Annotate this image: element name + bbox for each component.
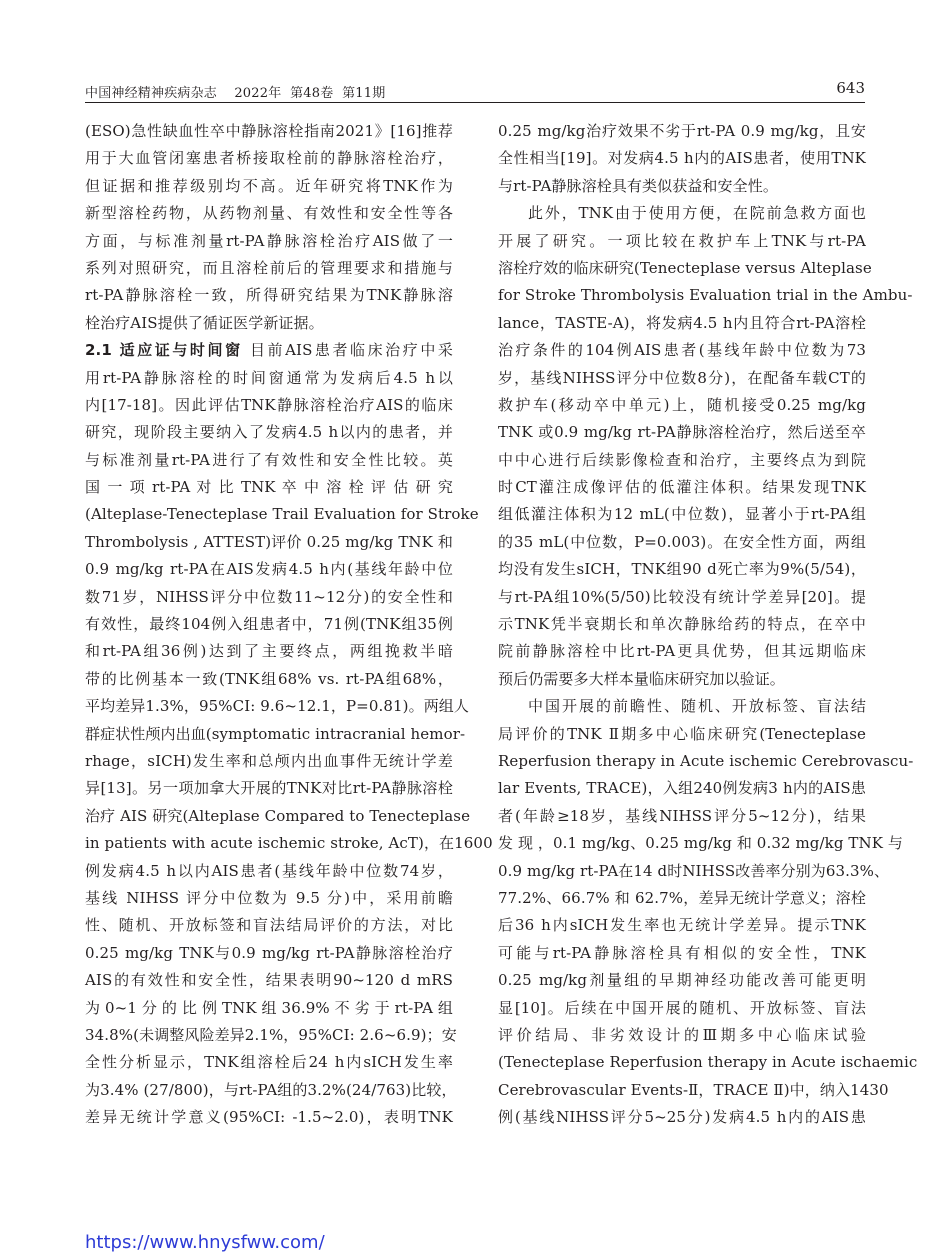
line-text: 0.9 mg/kg rt-PA在14 d时NIHSS改善率分别为63.3%、	[498, 861, 890, 880]
text-line	[85, 145, 453, 172]
line-text: 77.2%、66.7% 和 62.7%，差异无统计学意义；溶栓	[498, 888, 866, 907]
text-line	[498, 693, 866, 720]
text-line	[498, 748, 914, 775]
line-text: 时CT灌注成像评估的低灌注体积。结果发现TNK	[498, 478, 866, 497]
text-line	[85, 118, 453, 145]
text-line	[85, 584, 453, 611]
left-column	[85, 118, 493, 1131]
line-text: 但证据和推荐级别均不高。近年研究将TNK作为	[85, 176, 453, 195]
text-line	[85, 337, 453, 364]
text-line	[498, 611, 866, 638]
line-text: lar Events, TRACE)，入组240例发病3 h内的AIS患	[498, 779, 866, 798]
line-text: 救护车(移动卒中单元)上，随机接受0.25 mg/kg	[498, 395, 866, 414]
line-text: 可能与rt-PA静脉溶栓具有相似的安全性，TNK	[498, 943, 866, 962]
text-line	[498, 885, 866, 912]
line-text: 0.25 mg/kg剂量组的早期神经功能改善可能更明	[498, 971, 866, 990]
text-line	[498, 721, 866, 748]
text-line	[85, 748, 453, 775]
text-line	[85, 310, 453, 337]
text-line	[498, 255, 872, 282]
line-text: 与标准剂量rt-PA进行了有效性和安全性比较。英	[85, 450, 453, 469]
line-text: Thrombolysis , ATTEST)评价 0.25 mg/kg TNK 和	[85, 532, 453, 551]
text-line	[498, 474, 866, 501]
text-line	[498, 392, 866, 419]
line-text: 中中心进行后续影像检查和治疗，主要终点为到院	[498, 450, 866, 469]
line-text: 和rt-PA组36例)达到了主要终点，两组挽救半暗	[85, 642, 453, 661]
line-text: 全性分析显示，TNK组溶栓后24 h内sICH发生率	[85, 1053, 453, 1072]
source-url-link[interactable]: https://www.hnysfww.com/	[85, 1232, 325, 1253]
line-text: 者(年龄≥18岁，基线NIHSS评分5~12分)，结果	[498, 806, 866, 825]
text-line	[498, 967, 866, 994]
journal-info: 中国神经精神疾病杂志 2022年 第48卷 第11期	[85, 86, 386, 101]
text-line	[498, 228, 866, 255]
line-text: (Tenecteplase Reperfusion therapy in Acute ischaemic	[498, 1053, 918, 1072]
line-text: 治疗条件的104例AIS患者(基线年龄中位数为73	[498, 341, 866, 360]
text-line	[498, 638, 866, 665]
line-text: 开展了研究。一项比较在救护车上TNK与rt-PA	[498, 231, 866, 250]
line-text: 显[10]。后续在中国开展的随机、开放标签、盲法	[498, 998, 866, 1017]
text-line	[85, 912, 453, 939]
line-text: 例(基线NIHSS评分5~25分)发病4.5 h内的AIS患	[498, 1108, 866, 1127]
text-line	[498, 501, 866, 528]
text-line	[85, 1022, 457, 1049]
line-text: Cerebrovascular Events-Ⅱ，TRACE Ⅱ)中，纳入1430	[498, 1080, 889, 1099]
text-line	[85, 721, 466, 748]
line-text: lance，TASTE-A)，将发病4.5 h内且符合rt-PA溶栓	[498, 313, 866, 332]
text-line	[498, 118, 866, 145]
line-text: 用于大血管闭塞患者桥接取栓前的静脉溶栓治疗，	[85, 149, 453, 168]
text-line	[498, 419, 866, 446]
text-line	[85, 830, 493, 857]
line-text: 0.9 mg/kg rt-PA在AIS发病4.5 h内(基线年龄中位	[85, 560, 453, 579]
text-line	[85, 447, 453, 474]
text-line	[85, 255, 453, 282]
text-line	[85, 967, 453, 994]
text-line	[85, 885, 453, 912]
text-line	[85, 693, 470, 720]
line-text: 基线 NIHSS 评分中位数为 9.5 分)中，采用前瞻	[85, 888, 453, 907]
line-text: 与rt-PA静脉溶栓具有类似获益和安全性。	[498, 176, 778, 195]
line-text: 的35 mL(中位数，P=0.003)。在安全性方面，两组	[498, 532, 866, 551]
line-text: 均没有发生sICH，TNK组90 d死亡率为9%(5/54)，	[498, 560, 866, 579]
text-line	[498, 365, 866, 392]
line-text: 有效性，最终104例入组患者中，71例(TNK组35例	[85, 615, 453, 634]
text-line	[85, 666, 453, 693]
line-text: (Alteplase-Tenecteplase Trail Evaluation for Stroke	[85, 505, 479, 524]
line-text: 用rt-PA静脉溶栓的时间窗通常为发病后4.5 h以	[85, 368, 453, 387]
text-line	[85, 995, 453, 1022]
line-text: 全性相当[19]。对发病4.5 h内的AIS患者，使用TNK	[498, 149, 866, 168]
line-text: 岁，基线NIHSS评分中位数8分)，在配备车载CT的	[498, 368, 866, 387]
line-text: 局评价的TNK Ⅱ期多中心临床研究(Tenecteplase	[498, 724, 866, 743]
line-text: 0.25 mg/kg治疗效果不劣于rt-PA 0.9 mg/kg，且安	[498, 122, 866, 140]
line-text: rt-PA静脉溶栓一致，所得研究结果为TNK静脉溶	[85, 286, 453, 305]
text-line	[85, 803, 471, 830]
text-line	[85, 474, 453, 501]
line-text: 研究，现阶段主要纳入了发病4.5 h以内的患者，并	[85, 423, 453, 442]
text-line	[498, 200, 866, 227]
line-text: Reperfusion therapy in Acute ischemic Cerebrovascu-	[498, 751, 914, 770]
text-line	[85, 392, 453, 419]
line-text: 性、随机、开放标签和盲法结局评价的方法，对比	[85, 916, 453, 935]
line-text: 新型溶栓药物，从药物剂量、有效性和安全性等各	[85, 204, 453, 223]
line-text: 0.25 mg/kg TNK与0.9 mg/kg rt-PA静脉溶栓治疗	[85, 943, 453, 962]
line-text: 评价结局、非劣效设计的Ⅲ期多中心临床试验	[498, 1025, 866, 1044]
text-line	[85, 611, 453, 638]
text-line	[498, 666, 866, 693]
text-line	[498, 803, 866, 830]
line-text: 例发病4.5 h以内AIS患者(基线年龄中位数74岁，	[85, 861, 453, 880]
line-text: 差异无统计学意义(95%CI: -1.5~2.0)，表明TNK	[85, 1108, 453, 1127]
line-text: 方面，与标准剂量rt-PA静脉溶栓治疗AIS做了一	[85, 231, 453, 250]
line-text: (ESO)急性缺血性卒中静脉溶栓指南2021》[16]推荐	[85, 122, 453, 140]
text-line	[498, 556, 866, 583]
line-text: 组低灌注体积为12 mL(中位数)，显著小于rt-PA组	[498, 505, 866, 524]
line-text: 栓治疗AIS提供了循证医学新证据。	[85, 313, 324, 332]
page-number: 643	[836, 79, 865, 97]
text-line	[498, 447, 866, 474]
text-line	[85, 228, 453, 255]
text-line	[498, 858, 890, 885]
text-line	[498, 912, 866, 939]
line-text: 与rt-PA组10%(5/50)比较没有统计学差异[20]。提	[498, 587, 866, 606]
line-text: 内[17-18]。因此评估TNK静脉溶栓治疗AIS的临床	[85, 395, 453, 414]
text-line	[498, 584, 866, 611]
text-line	[85, 365, 453, 392]
line-text: 34.8%(未调整风险差异2.1%，95%CI: 2.6~6.9)；安	[85, 1025, 457, 1044]
text-line	[85, 501, 479, 528]
text-line	[85, 858, 453, 885]
text-line	[85, 638, 453, 665]
text-line	[498, 529, 866, 556]
line-text: 数71岁，NIHSS评分中位数11~12分)的安全性和	[85, 587, 453, 606]
line-text: 示TNK凭半衰期长和单次静脉给药的特点，在卒中	[498, 615, 866, 634]
line-text: TNK 或0.9 mg/kg rt-PA静脉溶栓治疗，然后送至卒	[498, 423, 866, 442]
line-text: 平均差异1.3%，95%CI: 9.6~12.1，P=0.81)。两组人	[85, 697, 470, 716]
text-line	[85, 200, 453, 227]
text-line	[85, 940, 453, 967]
line-text: 为 0~1 分 的 比 例 TNK 组 36.9% 不 劣 于 rt-PA 组	[85, 998, 453, 1017]
running-header	[85, 80, 865, 103]
text-line	[498, 940, 866, 967]
text-line	[85, 1049, 453, 1076]
line-text: 预后仍需要多大样本量临床研究加以验证。	[498, 669, 785, 688]
line-text: in patients with acute ischemic stroke, AcT)，在1600	[85, 834, 493, 853]
text-line	[498, 775, 866, 802]
text-line	[85, 173, 453, 200]
line-text: 发 现 ，0.1 mg/kg、0.25 mg/kg 和 0.32 mg/kg TNK 与	[498, 834, 904, 853]
text-line	[498, 282, 913, 309]
line-text: rhage，sICH)发生率和总颅内出血事件无统计学差	[85, 751, 453, 770]
line-text: 群症状性颅内出血(symptomatic intracranial hemor-	[85, 724, 466, 743]
line-text: 此外，TNK由于使用方便，在院前急救方面也	[528, 204, 866, 223]
text-line	[85, 282, 453, 309]
line-text: 带的比例基本一致(TNK组68% vs. rt-PA组68%，	[85, 669, 453, 688]
line-text: 溶栓疗效的临床研究(Tenecteplase versus Alteplase	[498, 258, 872, 277]
text-line	[498, 1049, 918, 1076]
line-text: AIS的有效性和安全性，结果表明90~120 d mRS	[85, 971, 453, 990]
line-text: 院前静脉溶栓中比rt-PA更具优势，但其远期临床	[498, 642, 866, 661]
line-text: 后36 h内sICH发生率也无统计学差异。提示TNK	[498, 916, 866, 935]
text-line	[498, 830, 904, 857]
text-line	[85, 529, 453, 556]
section-heading: 2.1 适应证与时间窗	[85, 341, 243, 360]
text-line	[85, 556, 453, 583]
text-line	[85, 419, 453, 446]
text-line	[85, 1104, 453, 1131]
text-line	[498, 995, 866, 1022]
text-line	[498, 1077, 889, 1104]
text-line	[498, 173, 866, 200]
text-line	[85, 775, 453, 802]
text-line	[498, 1022, 866, 1049]
line-text: for Stroke Thrombolysis Evaluation trial in the Ambu-	[498, 286, 913, 305]
line-text: 异[13]。另一项加拿大开展的TNK对比rt-PA静脉溶栓	[85, 779, 453, 798]
line-text: 治疗 AIS 研究(Alteplase Compared to Tenecteplase	[85, 806, 471, 825]
text-line	[85, 1077, 457, 1104]
text-line	[498, 1104, 866, 1131]
line-text: 系列对照研究，而且溶栓前后的管理要求和措施与	[85, 258, 453, 277]
text-line	[498, 337, 866, 364]
line-text: 中国开展的前瞻性、随机、开放标签、盲法结	[528, 697, 866, 716]
line-text: 国 一 项 rt-PA 对 比 TNK 卒 中 溶 栓 评 估 研 究	[85, 478, 453, 497]
text-line	[498, 145, 866, 172]
right-column	[498, 118, 918, 1131]
line-text: 目前AIS患者临床治疗中采	[242, 341, 453, 360]
text-line	[498, 310, 866, 337]
line-text: 为3.4% (27/800)，与rt-PA组的3.2%(24/763)比较，	[85, 1080, 457, 1099]
